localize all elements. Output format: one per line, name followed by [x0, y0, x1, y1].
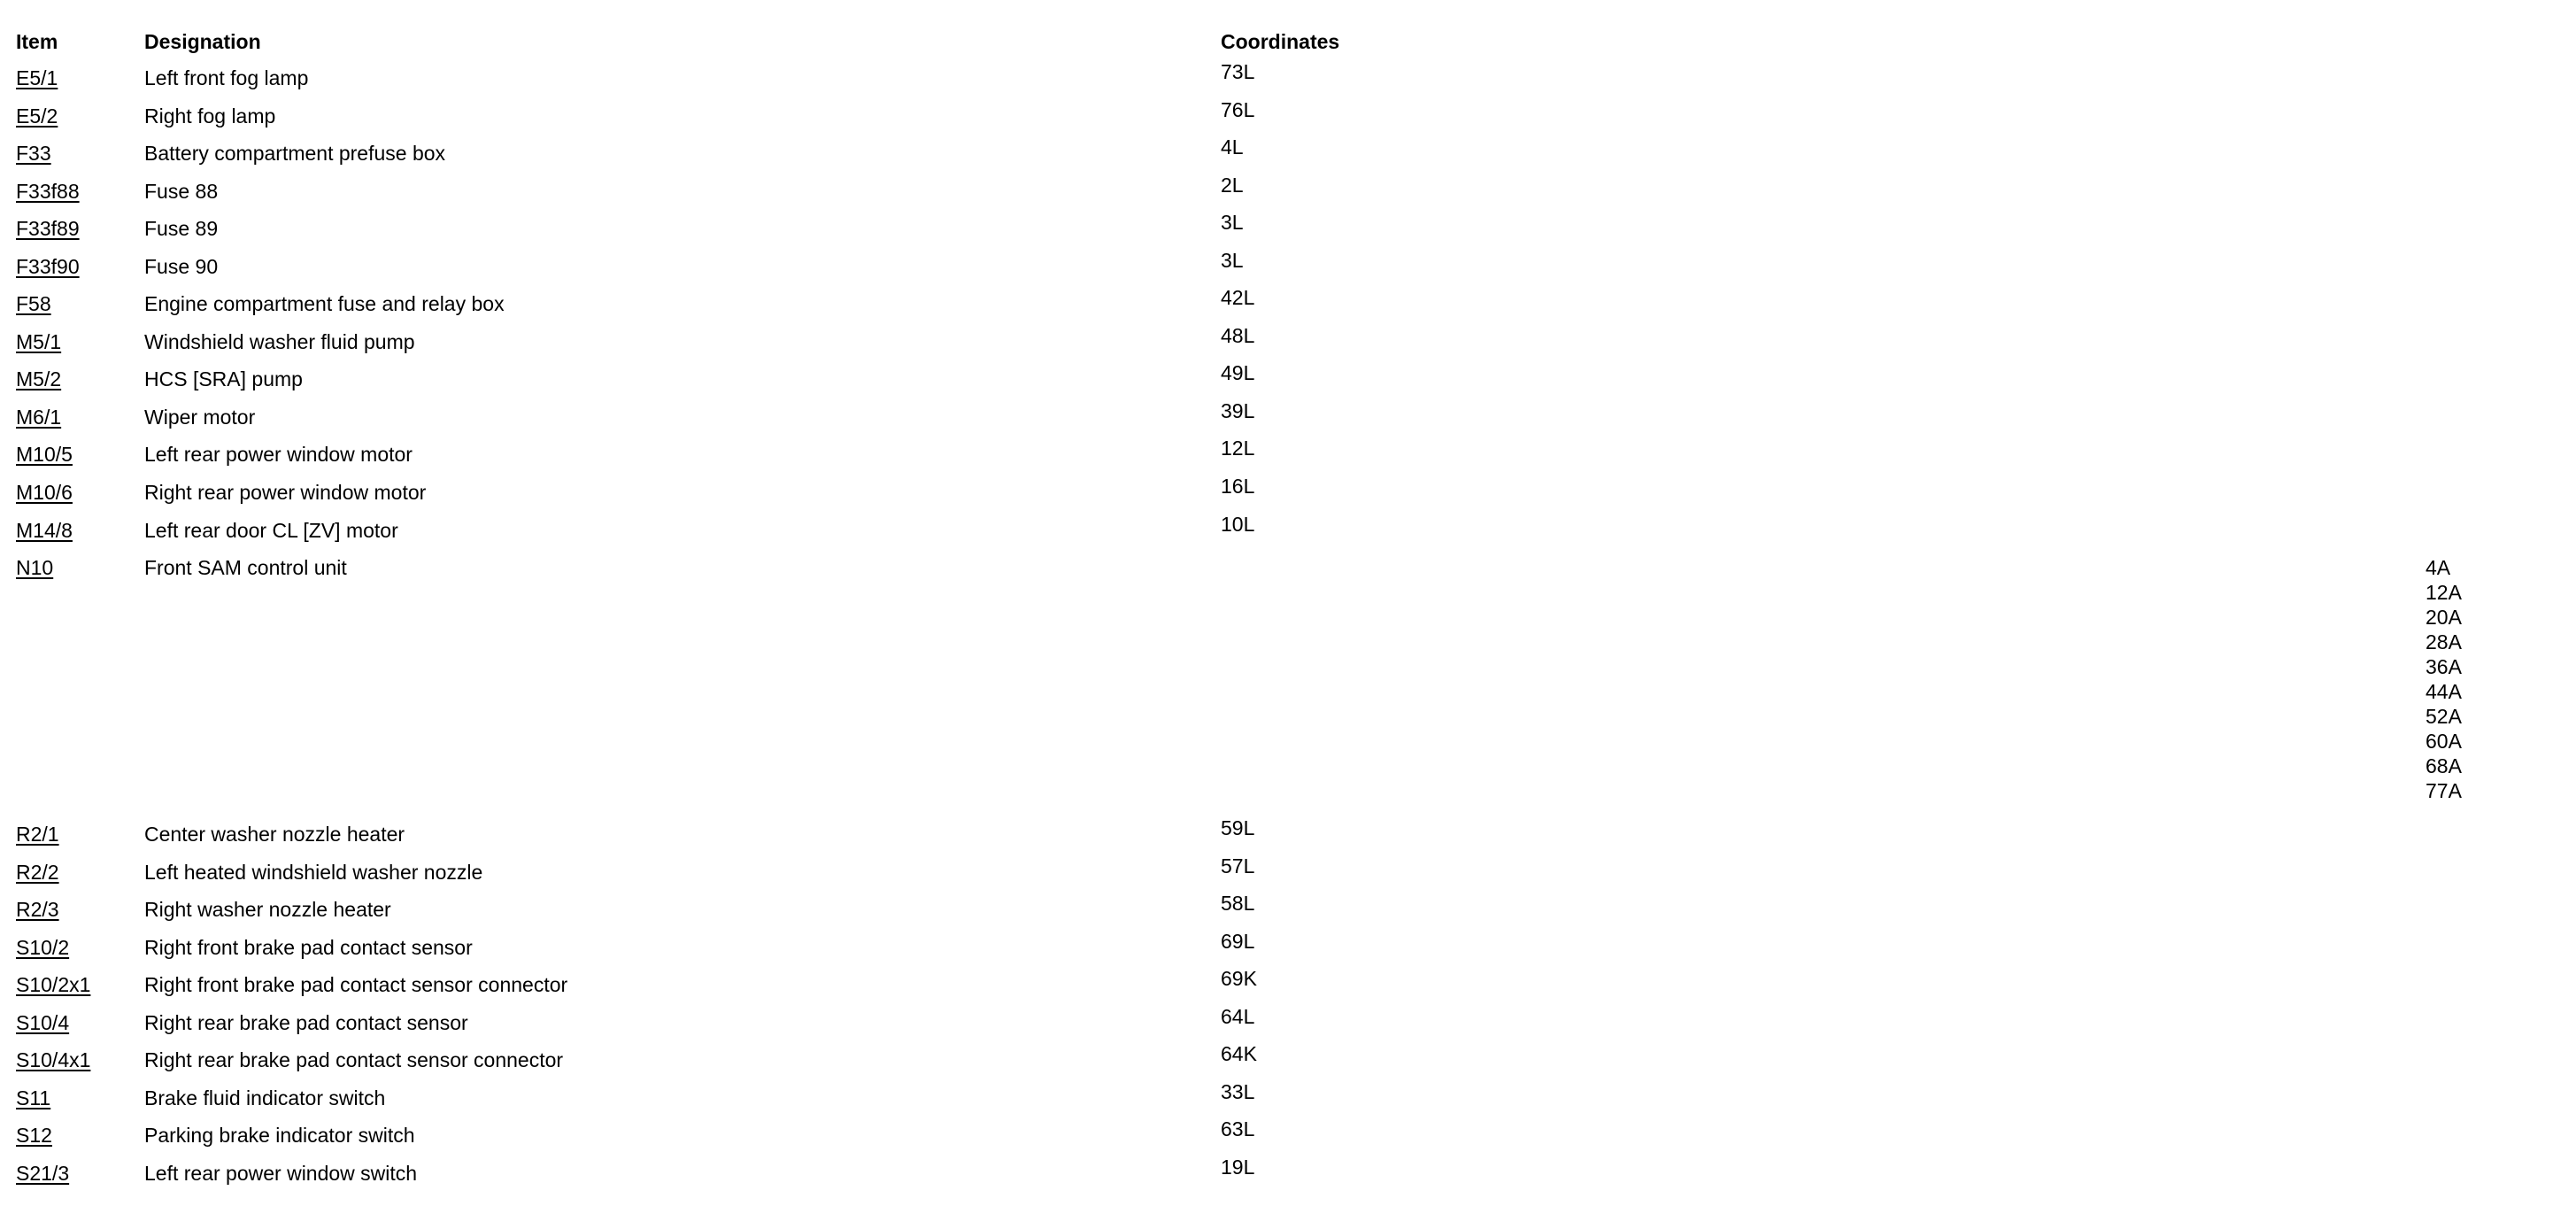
item-link[interactable]: S10/4x1 [16, 1048, 91, 1072]
item-cell [16, 135, 140, 173]
coordinates-cell [1221, 1117, 1371, 1141]
item-link[interactable]: S12 [16, 1124, 52, 1148]
designation-cell: Center washer nozzle heater [144, 823, 405, 847]
designation-cell: Fuse 89 [144, 217, 219, 241]
coordinate-value: 59L [1221, 816, 1255, 840]
item-link[interactable]: F33 [16, 142, 51, 166]
coordinate-value: 4A [2426, 556, 2451, 580]
item-cell [16, 173, 140, 211]
item-cell [16, 1041, 140, 1079]
designation-cell: Engine compartment fuse and relay box [144, 292, 505, 316]
item-link[interactable]: S10/2x1 [16, 973, 91, 997]
table-row [16, 210, 1370, 248]
item-cell [16, 248, 140, 286]
column-header-designation: Designation [144, 30, 261, 53]
coordinate-value: 64L [1221, 1004, 1255, 1028]
designation-cell: Right rear power window motor [144, 481, 427, 505]
item-cell [16, 549, 140, 587]
coordinates-cell [1221, 59, 1371, 84]
item-cell [16, 1155, 140, 1193]
designation-cell: Left front fog lamp [144, 66, 309, 89]
coordinate-value: 19L [1221, 1156, 1255, 1179]
table-row [16, 891, 1370, 929]
designation-cell: Right rear brake pad contact sensor [144, 1010, 468, 1034]
coordinates-cell [1221, 285, 1371, 310]
item-link[interactable]: S11 [16, 1086, 51, 1109]
coordinates-cell [1221, 323, 1371, 348]
item-cell [16, 891, 140, 929]
coordinate-value: 2L [1221, 173, 1244, 197]
table-row [16, 512, 1370, 550]
item-link[interactable]: S21/3 [16, 1162, 70, 1186]
item-link[interactable]: E5/2 [16, 104, 58, 128]
table-row [16, 474, 1370, 512]
item-link[interactable]: S10/4 [16, 1010, 70, 1034]
coordinates-cell [1221, 929, 1371, 954]
coordinate-value: 63L [1221, 1117, 1255, 1141]
coordinate-value: 48L [1221, 323, 1255, 347]
coordinates-cell [1221, 1079, 1371, 1104]
table-row [16, 1079, 1370, 1117]
coordinate-value: 28A [2426, 630, 2462, 654]
coordinate-value: 12L [1221, 437, 1255, 460]
coordinate-value: 77A [2426, 779, 2462, 803]
item-link[interactable]: M5/2 [16, 367, 62, 391]
coordinates-cell [1221, 360, 1371, 385]
coordinate-value: 49L [1221, 361, 1255, 385]
table-row [16, 1004, 1370, 1042]
item-link[interactable]: M6/1 [16, 405, 62, 429]
designation-cell: Brake fluid indicator switch [144, 1086, 386, 1109]
coordinates-cell [1221, 512, 1371, 537]
table-row [16, 966, 1370, 1004]
coordinate-value: 36A [2426, 655, 2462, 679]
table-row [16, 59, 1370, 97]
table-row [16, 1117, 1370, 1155]
coordinates-cell [1221, 436, 1371, 460]
table-row [16, 360, 1370, 398]
coordinate-value: 69K [1221, 967, 1257, 991]
item-link[interactable]: R2/2 [16, 860, 59, 884]
coordinate-value: 76L [1221, 97, 1255, 121]
table-row [16, 285, 1370, 323]
coordinates-cell [1221, 210, 1371, 235]
coordinate-value: 73L [1221, 60, 1255, 83]
item-cell [16, 436, 140, 474]
table-row [16, 929, 1370, 967]
coordinates-cell [1221, 966, 1371, 991]
item-cell [16, 929, 140, 967]
table-row [16, 1041, 1370, 1079]
item-cell [16, 285, 140, 323]
coordinates-cell [1221, 474, 1371, 499]
table-row [16, 854, 1370, 892]
item-cell [16, 966, 140, 1004]
designation-cell: Wiper motor [144, 405, 256, 429]
coordinates-cell [1221, 398, 1371, 423]
item-cell [16, 210, 140, 248]
table-row [16, 97, 1370, 135]
coordinate-value: 69L [1221, 929, 1255, 953]
item-link[interactable]: M5/1 [16, 329, 62, 353]
coordinate-value: 16L [1221, 475, 1255, 499]
table-row [16, 436, 1370, 474]
table-row [16, 323, 1370, 361]
designation-cell: Left heated windshield washer nozzle [144, 860, 483, 884]
designation-cell: HCS [SRA] pump [144, 367, 303, 391]
designation-cell: Right fog lamp [144, 104, 276, 128]
table-row [16, 135, 1370, 173]
coordinates-cell [2426, 549, 2576, 816]
coordinates-cell [1221, 816, 1371, 840]
designation-cell: Battery compartment prefuse box [144, 142, 446, 166]
item-link[interactable]: M14/8 [16, 518, 73, 542]
table-row [16, 1155, 1370, 1193]
item-cell [16, 398, 140, 437]
coordinates-cell [1221, 135, 1371, 159]
item-link[interactable]: F33f90 [16, 254, 80, 278]
designation-cell: Right front brake pad contact sensor [144, 935, 473, 959]
coordinates-cell [1221, 248, 1371, 273]
coordinate-value: 33L [1221, 1079, 1255, 1103]
column-header-coordinates: Coordinates [1221, 30, 1340, 53]
item-link[interactable]: E5/1 [16, 66, 58, 89]
coordinate-value: 64K [1221, 1042, 1257, 1066]
item-link[interactable]: R2/1 [16, 823, 59, 847]
table-row [16, 816, 1370, 854]
designation-cell: Right rear brake pad contact sensor connector [144, 1048, 564, 1072]
coordinates-cell [1221, 1041, 1371, 1066]
item-link[interactable]: F33f88 [16, 179, 80, 203]
designation-cell: Left rear power window switch [144, 1162, 418, 1186]
designation-cell: Right front brake pad contact sensor connector [144, 973, 568, 997]
coordinates-cell [1221, 1004, 1371, 1029]
designation-cell: Parking brake indicator switch [144, 1124, 415, 1148]
coordinate-value: 58L [1221, 892, 1255, 916]
item-cell [16, 1117, 140, 1155]
item-cell [16, 816, 140, 854]
coordinate-value: 39L [1221, 398, 1255, 422]
designation-cell: Right washer nozzle heater [144, 898, 391, 922]
coordinate-value: 10L [1221, 512, 1255, 536]
item-link[interactable]: F33f89 [16, 217, 80, 241]
item-cell [16, 360, 140, 398]
item-cell [16, 854, 140, 892]
item-link[interactable]: S10/2 [16, 935, 70, 959]
coordinate-value: 57L [1221, 854, 1255, 877]
coordinate-value: 60A [2426, 730, 2462, 754]
coordinate-value: 3L [1221, 211, 1244, 235]
designation-cell: Front SAM control unit [144, 556, 347, 580]
item-cell [16, 1004, 140, 1042]
coordinate-value: 4L [1221, 135, 1244, 159]
designation-cell: Left rear power window motor [144, 443, 413, 467]
designation-cell: Fuse 88 [144, 179, 219, 203]
item-link[interactable]: M10/5 [16, 443, 73, 467]
table-header-row [16, 25, 1370, 59]
coordinate-value: 44A [2426, 680, 2462, 704]
column-header-item: Item [16, 30, 58, 53]
item-link[interactable]: F58 [16, 292, 51, 316]
coordinates-cell [1221, 891, 1371, 916]
item-link[interactable]: M10/6 [16, 481, 73, 505]
coordinates-cell [1221, 173, 1371, 197]
coordinate-value: 12A [2426, 581, 2462, 605]
item-cell [16, 474, 140, 512]
item-cell [16, 97, 140, 135]
designation-cell: Left rear door CL [ZV] motor [144, 518, 398, 542]
coordinates-cell [1221, 97, 1371, 122]
coordinate-value: 3L [1221, 248, 1244, 272]
component-legend-table [16, 25, 2462, 1193]
designation-cell: Windshield washer fluid pump [144, 329, 415, 353]
table-row [16, 549, 2462, 816]
item-link[interactable]: R2/3 [16, 898, 59, 922]
item-cell [16, 512, 140, 550]
coordinates-cell [1221, 1155, 1371, 1179]
designation-cell: Fuse 90 [144, 254, 219, 278]
table-row [16, 398, 1370, 437]
table-body [16, 59, 2462, 1193]
item-link[interactable]: N10 [16, 556, 54, 580]
item-cell [16, 1079, 140, 1117]
item-cell [16, 59, 140, 97]
coordinate-value: 20A [2426, 606, 2462, 630]
item-cell [16, 323, 140, 361]
coordinate-value: 52A [2426, 705, 2462, 729]
table-row [16, 173, 1370, 211]
coordinate-value: 42L [1221, 286, 1255, 310]
table-row [16, 248, 1370, 286]
coordinate-value: 68A [2426, 754, 2462, 778]
coordinates-cell [1221, 854, 1371, 878]
